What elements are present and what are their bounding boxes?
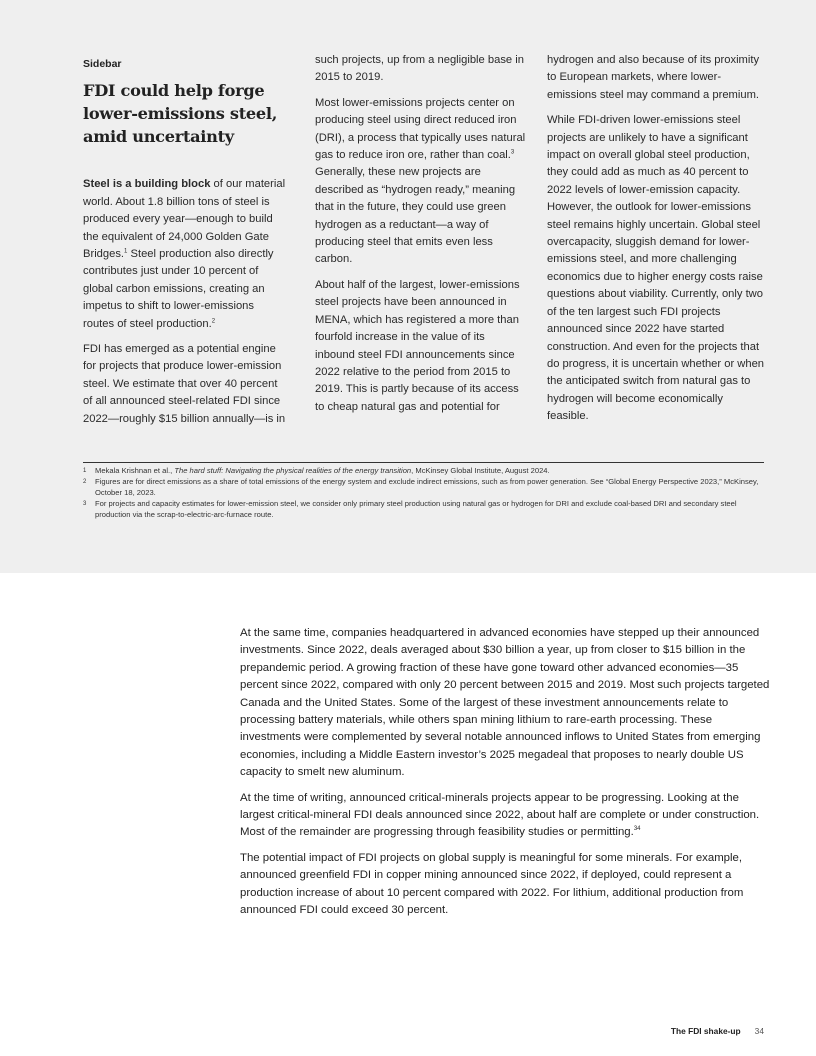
footnotes xyxy=(83,466,773,521)
sidebar-label: Sidebar xyxy=(83,58,122,70)
sidebar-paragraph: FDI has emerged as a potential engine for projects that produce lower-emission steel. We estimate that over 40 percent of all announced steel-related FDI since 2022—roughly $15 billion annually—is in xyxy=(83,343,286,425)
footnote: 2 Figures are for direct emissions as a share of total emissions of the energy system and exclude indirect emissions, such as from power generation. See “Global Energy Perspective 2023,” McKinsey, October 18, 2023. xyxy=(83,477,759,497)
footnote-number: 2 xyxy=(83,479,87,486)
footnote: 1 Mekala Krishnan et al., The hard stuff: Navigating the physical realities of the energy transition, McKinsey Global Institute, August 2024. xyxy=(83,466,550,475)
sidebar-paragraph: hydrogen and also because of its proximity to European markets, where lower-emissions steel may command a premium. xyxy=(547,54,760,101)
sidebar-paragraph: such projects, up from a negligible base in 2015 to 2019. xyxy=(315,54,524,84)
footnote-divider xyxy=(83,462,764,463)
sidebar-column-3 xyxy=(547,52,765,434)
lead-in: Steel is a building block xyxy=(83,178,211,191)
sidebar-paragraph: Steel is a building block of our material world. About 1.8 billion tons of steel is produced every year—enough to build the equivalent of 24,000 Golden Gate Bridges.$^1$ Steel production also directly contributes just under 10 percent of global carbon emissions, creating an impetus to shift to lower-emissions routes of steel production.$^2$ xyxy=(83,178,286,330)
footnote-ref[interactable]: 1 xyxy=(124,248,128,255)
publication-title: The FDI shake-up xyxy=(670,1026,741,1036)
page-number: 34 xyxy=(754,1026,764,1036)
body-paragraph: At the time of writing, announced critical-minerals projects appear to be progressing. Looking at the largest critical-mineral FDI deals announced since 2022, about half are complete or under construction. Most of the remainder are progressing through feasibility studies or permitting.$^{34}$ xyxy=(240,791,760,839)
body-paragraph: At the same time, companies headquartered in advanced economies have stepped up their announced investments. Since 2022, deals averaged about $30 billion a year, up from closer to $15 billion in the prepandemic period. A growing fraction of these have gone toward other advanced economies—35 percent since 2022, compared with only 20 percent between 2015 and 2019. Most such projects targeted Canada and the United States. Some of the largest of these investment announcements relate to processing battery materials, while others span mining lithium to rare-earth processing. These investments were complemented by several notable announced inflows to United States from emerging economies, including a Middle Eastern investor’s 2025 megadeal that proposes to nearly double US capacity to smelt new aluminum. xyxy=(240,627,770,779)
footnote-ref[interactable]: 2 xyxy=(211,317,216,324)
body-paragraph: The potential impact of FDI projects on global supply is meaningful for some minerals. For example, announced greenfield FDI in copper mining announced since 2022, if deployed, could represent a production increase of about 10 percent compared with 2022. For lithium, additional production from announced FDI could exceed 30 percent. xyxy=(240,851,744,917)
sidebar-paragraph: Most lower-emissions projects center on producing steel using direct reduced iron (DRI), a process that typically uses natural gas to reduce iron ore, rather than coal.$^3$ Generally, these new projects are described as “hydrogen ready,” meaning that in the future, they could use green hydrogen as a reductant—a way of producing steel that emits even less carbon. xyxy=(315,96,526,266)
sidebar-column-2 xyxy=(315,52,527,424)
footnote-number: 1 xyxy=(83,468,87,474)
footnote-ref[interactable]: 3 xyxy=(510,149,515,156)
footnote-number: 3 xyxy=(83,501,87,508)
footnote: 3 For projects and capacity estimates for lower-emission steel, we consider only primary steel production using natural gas or hydrogen for DRI and exclude coal-based DRI and secondary steel production via the scrap-to-electric-arc-furnace route. xyxy=(83,499,737,519)
cited-title: The hard stuff: Navigating the physical realities of the energy transition xyxy=(174,466,412,475)
page-footer xyxy=(671,1026,764,1036)
sidebar-column-1 xyxy=(83,52,288,436)
sidebar-paragraph: While FDI-driven lower-emissions steel projects are unlikely to have a significant impact on overall global steel production, they could add as much as 40 percent to 2022 levels of lower-emission capacity. However, the outlook for lower-emissions steel remains highly uncertain. Global steel overcapacity, sluggish demand for lower-emissions steel, and more challenging economics due to higher energy costs raise questions about viability. Currently, only two of the ten largest such FDI projects announced since 2022 have started construction. And even for the projects that do progress, it is uncertain whether or when the anticipated switch from natural gas to hydrogen will become economically feasible. xyxy=(547,114,765,423)
sidebar-title: FDI could help forge lower-emissions steel, amid uncertainty xyxy=(83,81,278,147)
sidebar-paragraph: About half of the largest, lower-emissions steel projects have been announced in MENA, which has registered a more than fourfold increase in the value of its inbound steel FDI announcements since 2022 relative to the period from 2015 to 2019. This is partly because of its access to cheap natural gas and potential for xyxy=(315,278,520,413)
main-body-text xyxy=(240,625,770,928)
footnote-ref[interactable]: 34 xyxy=(633,826,641,833)
